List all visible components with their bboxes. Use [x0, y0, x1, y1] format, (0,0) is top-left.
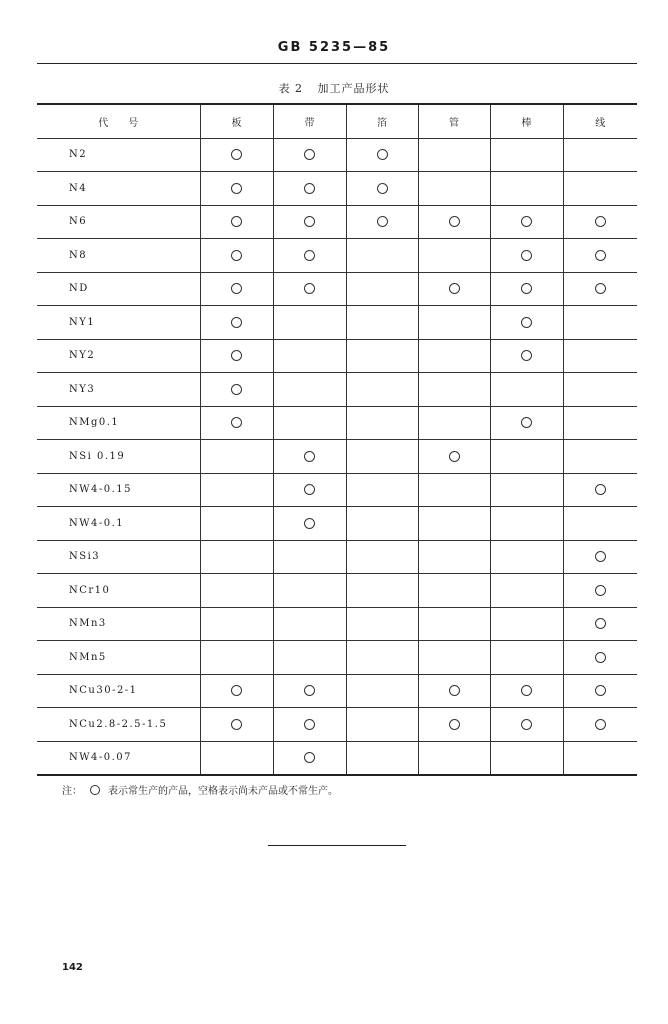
alloy-code: NY3 — [37, 373, 200, 407]
table-cell — [563, 540, 637, 574]
circle-mark-icon — [231, 417, 242, 428]
table-cell — [563, 406, 637, 440]
table-row — [37, 540, 637, 574]
table-cell — [490, 406, 563, 440]
alloy-code: NMg0.1 — [37, 406, 200, 440]
table-title: 加工产品形状 — [317, 82, 390, 95]
end-rule — [268, 845, 406, 846]
alloy-code: N6 — [37, 205, 200, 239]
table-cell — [200, 507, 273, 541]
circle-mark-icon — [304, 216, 315, 227]
circle-mark-icon — [231, 149, 242, 160]
table-cell — [490, 138, 563, 172]
table-cell — [273, 574, 346, 608]
table-cell — [273, 239, 346, 273]
header-rule — [37, 63, 637, 64]
table-cell — [490, 574, 563, 608]
table-row — [37, 741, 637, 775]
table-row — [37, 406, 637, 440]
circle-mark-icon — [449, 283, 460, 294]
table-row — [37, 708, 637, 742]
alloy-code: NMn5 — [37, 641, 200, 675]
table-header-row — [37, 104, 637, 138]
table-cell — [563, 641, 637, 675]
table-cell — [490, 373, 563, 407]
table-row — [37, 373, 637, 407]
circle-mark-icon — [304, 283, 315, 294]
alloy-code: NMn3 — [37, 607, 200, 641]
col-header-strip: 带 — [273, 104, 346, 138]
col-header-rod: 棒 — [490, 104, 563, 138]
table-cell — [346, 440, 418, 474]
table-cell — [273, 373, 346, 407]
col-header-foil: 箔 — [346, 104, 418, 138]
table-cell — [418, 507, 490, 541]
table-cell — [490, 172, 563, 206]
alloy-code: NW4-0.1 — [37, 507, 200, 541]
circle-mark-icon — [521, 685, 532, 696]
alloy-code: NW4-0.15 — [37, 473, 200, 507]
circle-mark-icon — [595, 216, 606, 227]
circle-mark-icon — [521, 317, 532, 328]
col-header-code: 代 号 — [37, 104, 200, 138]
table-cell — [273, 172, 346, 206]
table-cell — [200, 540, 273, 574]
table-row — [37, 239, 637, 273]
table-cell — [200, 741, 273, 775]
table-cell — [563, 272, 637, 306]
alloy-code: NSi 0.19 — [37, 440, 200, 474]
table-cell — [273, 138, 346, 172]
table-cell — [490, 641, 563, 675]
table-cell — [418, 272, 490, 306]
table-cell — [563, 607, 637, 641]
alloy-code: N4 — [37, 172, 200, 206]
table-cell — [418, 641, 490, 675]
table-cell — [273, 473, 346, 507]
circle-mark-icon — [595, 585, 606, 596]
circle-mark-icon — [595, 484, 606, 495]
circle-mark-icon — [231, 283, 242, 294]
table-cell — [200, 373, 273, 407]
table-cell — [346, 540, 418, 574]
col-header-wire: 线 — [563, 104, 637, 138]
circle-mark-icon — [231, 685, 242, 696]
table-cell — [490, 708, 563, 742]
table-cell — [200, 205, 273, 239]
table-row — [37, 574, 637, 608]
table-cell — [200, 574, 273, 608]
note-label: 注： — [62, 786, 82, 797]
circle-mark-icon — [231, 317, 242, 328]
table-cell — [563, 440, 637, 474]
table-cell — [418, 741, 490, 775]
table-cell — [418, 440, 490, 474]
table-cell — [418, 239, 490, 273]
table-cell — [273, 741, 346, 775]
table-row — [37, 172, 637, 206]
table-cell — [273, 306, 346, 340]
circle-mark-icon — [377, 183, 388, 194]
table-cell — [563, 239, 637, 273]
circle-mark-icon — [304, 685, 315, 696]
table-cell — [346, 239, 418, 273]
circle-mark-icon — [521, 250, 532, 261]
table-cell — [346, 205, 418, 239]
circle-mark-icon — [521, 719, 532, 730]
circle-mark-icon — [595, 652, 606, 663]
circle-mark-icon — [231, 719, 242, 730]
table-cell — [346, 741, 418, 775]
table-cell — [563, 373, 637, 407]
circle-mark-icon — [595, 719, 606, 730]
table-cell — [200, 138, 273, 172]
table-cell — [273, 272, 346, 306]
table-cell — [418, 574, 490, 608]
circle-mark-icon — [521, 350, 532, 361]
table-row — [37, 272, 637, 306]
table-cell — [418, 674, 490, 708]
table-cell — [563, 205, 637, 239]
table-cell — [418, 138, 490, 172]
table-cell — [563, 507, 637, 541]
table-cell — [346, 138, 418, 172]
table-cell — [418, 406, 490, 440]
table-cell — [273, 406, 346, 440]
table-cell — [200, 239, 273, 273]
table-cell — [200, 440, 273, 474]
alloy-code: NW4-0.07 — [37, 741, 200, 775]
table-cell — [346, 373, 418, 407]
table-cell — [346, 507, 418, 541]
table-cell — [346, 607, 418, 641]
table-cell — [490, 272, 563, 306]
table-cell — [273, 339, 346, 373]
table-cell — [346, 272, 418, 306]
table-cell — [200, 339, 273, 373]
circle-mark-icon — [521, 216, 532, 227]
circle-mark-icon — [449, 216, 460, 227]
table-row — [37, 473, 637, 507]
circle-mark-icon — [377, 149, 388, 160]
circle-mark-icon — [304, 451, 315, 462]
circle-mark-icon — [449, 451, 460, 462]
circle-mark-icon — [231, 350, 242, 361]
circle-mark-icon — [595, 551, 606, 562]
table-cell — [273, 507, 346, 541]
alloy-code: NCu30-2-1 — [37, 674, 200, 708]
col-header-plate: 板 — [200, 104, 273, 138]
table-cell — [346, 708, 418, 742]
circle-mark-icon — [595, 283, 606, 294]
table-cell — [200, 674, 273, 708]
circle-mark-icon — [449, 685, 460, 696]
table-cell — [200, 272, 273, 306]
table-cell — [346, 306, 418, 340]
table-cell — [346, 674, 418, 708]
table-cell — [563, 172, 637, 206]
table-row — [37, 641, 637, 675]
circle-mark-icon — [231, 250, 242, 261]
page-number: 142 — [62, 962, 83, 973]
note-text: 表示常生产的产品，空格表示尚未产品或不常生产。 — [108, 786, 338, 797]
table-cell — [273, 540, 346, 574]
circle-mark-icon — [304, 719, 315, 730]
table-cell — [418, 172, 490, 206]
table-cell — [200, 406, 273, 440]
alloy-code: NCr10 — [37, 574, 200, 608]
table-cell — [418, 473, 490, 507]
table-cell — [273, 674, 346, 708]
standard-number: GB 5235—85 — [277, 40, 391, 55]
table-cell — [200, 172, 273, 206]
table-cell — [418, 373, 490, 407]
circle-mark-icon — [231, 384, 242, 395]
table-cell — [490, 540, 563, 574]
table-cell — [563, 306, 637, 340]
table-cell — [346, 574, 418, 608]
circle-mark-icon — [231, 216, 242, 227]
circle-mark-icon — [595, 685, 606, 696]
table-cell — [563, 674, 637, 708]
table-row — [37, 339, 637, 373]
table-cell — [346, 339, 418, 373]
table-cell — [563, 138, 637, 172]
table-row — [37, 607, 637, 641]
table-row — [37, 674, 637, 708]
table-cell — [490, 607, 563, 641]
table-label: 表 2 — [278, 82, 303, 95]
alloy-code: NY1 — [37, 306, 200, 340]
table-row — [37, 205, 637, 239]
alloy-code: NY2 — [37, 339, 200, 373]
circle-mark-icon — [449, 719, 460, 730]
table-cell — [418, 306, 490, 340]
table-cell — [346, 172, 418, 206]
table-cell — [490, 674, 563, 708]
table-cell — [346, 406, 418, 440]
circle-mark-icon — [304, 518, 315, 529]
circle-mark-icon — [304, 250, 315, 261]
circle-mark-icon — [304, 484, 315, 495]
table-cell — [490, 473, 563, 507]
alloy-code: NSi3 — [37, 540, 200, 574]
circle-mark-icon — [90, 785, 100, 795]
table-cell — [200, 306, 273, 340]
table-cell — [563, 574, 637, 608]
col-header-tube: 管 — [418, 104, 490, 138]
table-row — [37, 138, 637, 172]
table-cell — [418, 339, 490, 373]
table-caption — [0, 80, 668, 96]
table-cell — [490, 741, 563, 775]
product-shape-table — [37, 103, 637, 776]
circle-mark-icon — [595, 250, 606, 261]
alloy-code: NCu2.8-2.5-1.5 — [37, 708, 200, 742]
table-cell — [346, 473, 418, 507]
table-cell — [490, 339, 563, 373]
circle-mark-icon — [231, 183, 242, 194]
table-cell — [273, 607, 346, 641]
alloy-code: N2 — [37, 138, 200, 172]
table-cell — [490, 306, 563, 340]
table-cell — [273, 440, 346, 474]
alloy-code: ND — [37, 272, 200, 306]
table-cell — [418, 708, 490, 742]
table-cell — [200, 607, 273, 641]
table-row — [37, 306, 637, 340]
table-row — [37, 507, 637, 541]
table-cell — [273, 205, 346, 239]
circle-mark-icon — [521, 283, 532, 294]
table-cell — [563, 473, 637, 507]
table-cell — [418, 540, 490, 574]
table-cell — [563, 741, 637, 775]
table-cell — [273, 708, 346, 742]
table-cell — [490, 239, 563, 273]
table-note — [62, 782, 338, 797]
circle-mark-icon — [304, 752, 315, 763]
table-cell — [200, 641, 273, 675]
table-cell — [273, 641, 346, 675]
circle-mark-icon — [521, 417, 532, 428]
table-cell — [490, 205, 563, 239]
circle-mark-icon — [595, 618, 606, 629]
table-cell — [346, 641, 418, 675]
circle-mark-icon — [304, 149, 315, 160]
table-cell — [490, 440, 563, 474]
table-row — [37, 440, 637, 474]
table-cell — [418, 205, 490, 239]
alloy-code: N8 — [37, 239, 200, 273]
table-body — [37, 138, 637, 775]
table-cell — [563, 339, 637, 373]
table-cell — [418, 607, 490, 641]
circle-mark-icon — [377, 216, 388, 227]
table-cell — [200, 708, 273, 742]
table-cell — [490, 507, 563, 541]
circle-mark-icon — [304, 183, 315, 194]
table-cell — [200, 473, 273, 507]
table-cell — [563, 708, 637, 742]
